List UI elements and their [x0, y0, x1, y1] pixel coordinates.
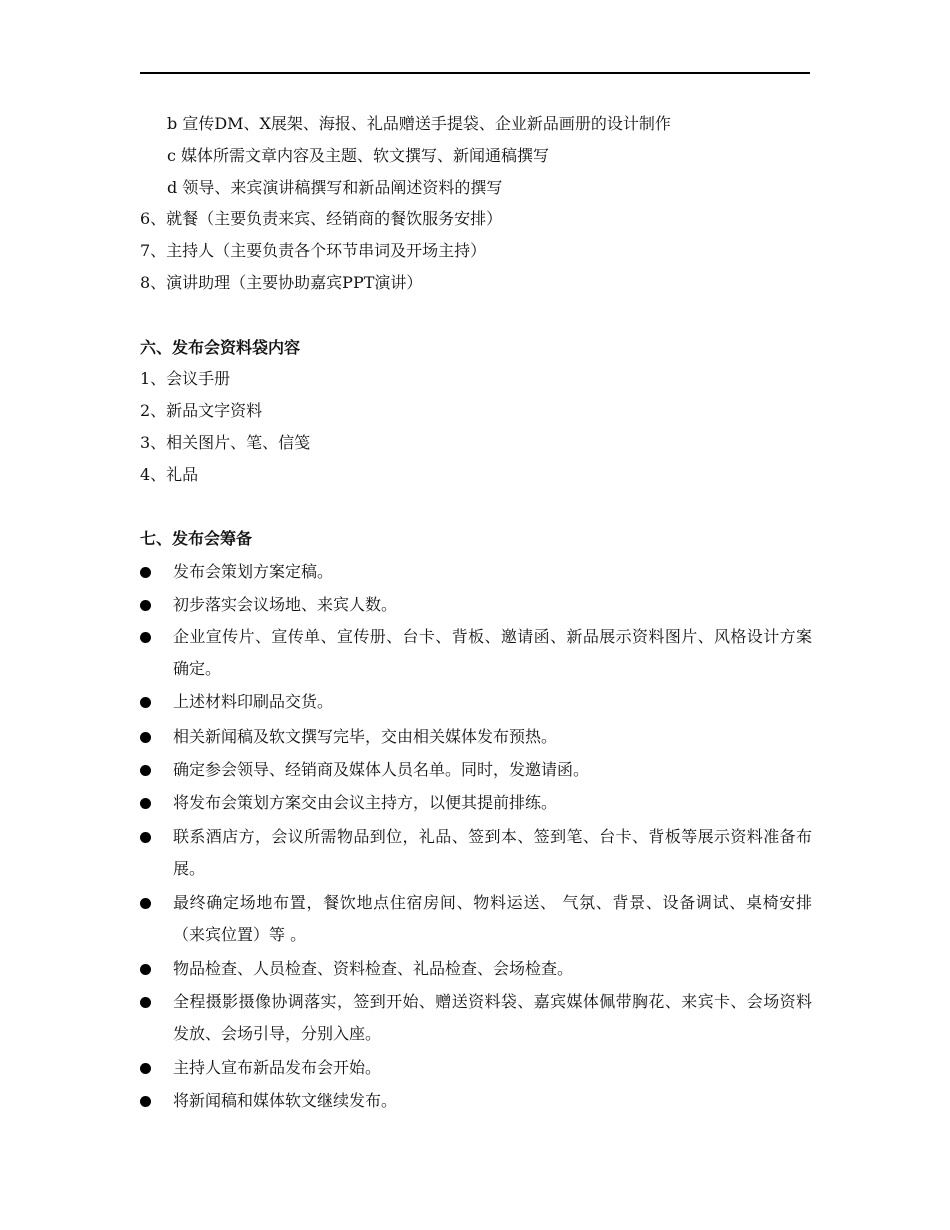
bullet-icon [140, 832, 151, 843]
section6-heading: 六、发布会资料袋内容 [140, 338, 301, 357]
list-item-text: 最终确定场地布置，餐饮地点住宿房间、物料运送、 气氛、背景、设备调试、桌椅安排（来宾位置）等 。 [173, 893, 812, 944]
list-item-text: 主持人宣布新品发布会开始。 [173, 1058, 382, 1077]
list-item-text: 企业宣传片、宣传单、宣传册、台卡、背板、邀请函、新品展示资料图片、风格设计方案确定。 [173, 627, 812, 678]
staff-item-6: 6、就餐（主要负责来宾、经销商的餐饮服务安排） [140, 209, 503, 228]
section6-item-4: 4、礼品 [140, 465, 199, 484]
bullet-icon [140, 732, 151, 743]
list-item-text: 物品检查、人员检查、资料检查、礼品检查、会场检查。 [173, 959, 574, 978]
staff-item-8: 8、演讲助理（主要协助嘉宾PPT演讲） [140, 273, 423, 292]
bullet-icon [140, 964, 151, 975]
section6-item-3: 3、相关图片、笔、信笺 [140, 433, 311, 452]
bullet-icon [140, 798, 151, 809]
bullet-icon [140, 997, 151, 1008]
bullet-icon [140, 1096, 151, 1107]
list-item-text: 发布会策划方案定稿。 [173, 562, 334, 581]
section6-item-1: 1、会议手册 [140, 369, 231, 388]
bullet-icon [140, 567, 151, 578]
list-item-text: 确定参会领导、经销商及媒体人员名单。同时，发邀请函。 [173, 760, 590, 779]
list-item-text: 联系酒店方，会议所需物品到位，礼品、签到本、签到笔、台卡、背板等展示资料准备布展。 [173, 827, 812, 878]
list-item-text: 将发布会策划方案交由会议主持方，以便其提前排练。 [173, 793, 558, 812]
bullet-icon [140, 697, 151, 708]
list-item-text: 上述材料印刷品交货。 [173, 692, 334, 711]
list-item-text: 初步落实会议场地、来宾人数。 [173, 595, 398, 614]
section6-item-2: 2、新品文字资料 [140, 401, 263, 420]
bullet-icon [140, 898, 151, 909]
header-rule [140, 72, 810, 74]
list-item-text: 全程摄影摄像协调落实，签到开始、赠送资料袋、嘉宾媒体佩带胸花、来宾卡、会场资料发放、会场引导，分别入座。 [173, 992, 812, 1043]
list-item-text: 将新闻稿和媒体软文继续发布。 [173, 1091, 398, 1110]
bullet-icon [140, 1063, 151, 1074]
section7-heading: 七、发布会筹备 [140, 529, 253, 548]
staff-subitem-b: b 宣传DM、X展架、海报、礼品赠送手提袋、企业新品画册的设计制作 [167, 114, 671, 133]
staff-item-7: 7、主持人（主要负责各个环节串词及开场主持） [140, 241, 487, 260]
bullet-icon [140, 765, 151, 776]
list-item-text: 相关新闻稿及软文撰写完毕，交由相关媒体发布预热。 [173, 727, 558, 746]
staff-subitem-c: c 媒体所需文章内容及主题、软文撰写、新闻通稿撰写 [167, 146, 550, 165]
bullet-icon [140, 632, 151, 643]
staff-subitem-d: d 领导、来宾演讲稿撰写和新品阐述资料的撰写 [167, 178, 503, 197]
bullet-icon [140, 600, 151, 611]
